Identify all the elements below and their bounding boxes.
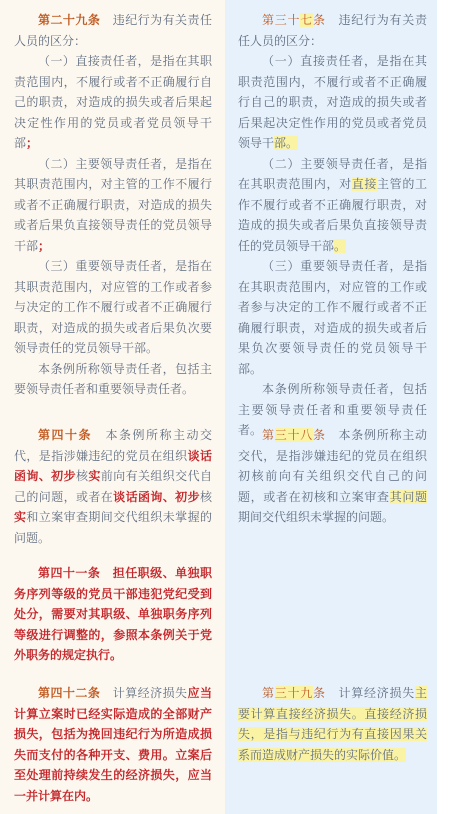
article-37-p2a: （二）主要领导责任者，是指在其职责范围内，对 xyxy=(238,156,427,191)
article-38-title-post: 条 xyxy=(312,428,326,442)
article-40-title: 第四十条 xyxy=(38,428,92,442)
article-42-title: 第四十二条 xyxy=(38,686,101,700)
article-38-highlight: 其问题 xyxy=(389,489,427,504)
article-42-block xyxy=(14,683,212,806)
article-41-block xyxy=(14,563,212,666)
article-40-red-1: 谈话函询、初 xyxy=(14,448,212,483)
article-40-red-2b: 步 xyxy=(187,489,200,504)
article-39-title-post: 条 xyxy=(312,686,326,700)
article-29-p4: 本条例所称领导责任者，包括主要领导责任者和重要领导责任者。 xyxy=(14,361,212,396)
article-40-text-1: 本条例所称主动交代，是指涉嫌违纪的党员在组织 xyxy=(14,428,212,463)
article-37-p1: （一）直接责任者，是指在其职责范围内，不履行或者不正确履行自己的职责，对造成的损失或者后果起决定性作用的党员或者党员领导干 xyxy=(238,54,427,150)
article-37-p2-highlight: 直接 xyxy=(351,177,378,191)
article-29-intro: 违纪行为有关责任人员的区分： xyxy=(14,13,212,48)
article-40-red-1d: 实 xyxy=(88,469,101,483)
article-37-intro: 违纪行为有关责任人员的区分： xyxy=(238,13,427,48)
article-29-title-post: 条 xyxy=(87,13,101,27)
left-column-new-version xyxy=(0,0,225,814)
article-37-p1-end: 。 xyxy=(286,136,299,150)
article-29-title-hl: 九 xyxy=(75,13,88,27)
article-39-text-1: 计算经济损失 xyxy=(338,686,415,700)
article-29-block xyxy=(14,10,212,400)
article-38-text-1: 本条例所称主动交代，是指涉嫌违纪的党员在组织初核前向有关组织交代自己的问题，或者在初核和立案审查 xyxy=(238,428,427,504)
article-29-p2-end: ； xyxy=(38,238,51,253)
article-42-text-1: 计算经济损失 xyxy=(112,686,188,700)
article-38-text-2: 期间交代组织未掌握的问题。 xyxy=(238,510,395,524)
article-40-text-2c: 核 xyxy=(199,489,212,504)
article-40-red-1b: 步 xyxy=(63,469,76,483)
article-38-title-hl: 三十八 xyxy=(274,428,313,442)
article-29-p2: （二）主要领导责任者，是指在其职责范围内，对主管的工作不履行或者不正确履行职责，对造成的损失或者后果负直接领导责任的党员领导干部 xyxy=(14,156,212,253)
article-40-red-2d: 实 xyxy=(14,510,27,524)
article-37-p2b: 主管的工作不履行或者不正确履行职责，对造成的损失或者后果负直接领导责任的党员领导干部 xyxy=(238,177,427,253)
article-29-p1-end: ； xyxy=(26,136,39,150)
article-37-p2-end: 。 xyxy=(334,238,347,253)
article-39-title-pre: 第 xyxy=(262,686,275,700)
article-40-red-2: 谈话函询、初 xyxy=(113,489,188,504)
article-38-title-pre: 第 xyxy=(262,428,275,442)
right-margin xyxy=(437,0,455,814)
article-37-title-post: 条 xyxy=(312,13,326,27)
article-40-text-1c: 核 xyxy=(76,469,89,483)
article-40-block xyxy=(14,425,212,548)
article-40-text-2: 前向有关组织交代自己的问题，或者在 xyxy=(14,469,212,504)
article-40-text-3: 和立案审查期间交代组织未掌握的问题。 xyxy=(14,510,212,545)
article-37-block xyxy=(238,10,427,441)
article-39-highlight: 主要计算直接经济损失。直接经济损失，是指与违纪行为有直接因果关系而造成财产损失的实际价值。 xyxy=(238,686,427,762)
right-column-old-version xyxy=(225,0,437,814)
article-29-title-pre: 第二十 xyxy=(38,13,76,27)
article-39-title-hl: 三十九 xyxy=(274,686,313,700)
article-29-p1: （一）直接责任者，是指在其职责范围内，不履行或者不正确履行自己的职责，对造成的损失或者后果起决定性作用的党员或者党员领导干部 xyxy=(14,54,212,150)
article-37-p4: 本条例所称领导责任者，包括主要领导责任者和重要领导责任者。 xyxy=(238,382,427,437)
article-29-p3: （三）重要领导责任者，是指在其职责范围内，对应管的工作或者参与决定的工作不履行或者不正确履行职责，对造成的损失或者后果负次要领导责任的党员领导干部。 xyxy=(14,259,212,355)
article-37-p3: （三）重要领导责任者，是指在其职责范围内，对应管的工作或者参与决定的工作不履行或者不正确履行职责，对造成的损失或者后果负次要领导责任的党员领导干部。 xyxy=(238,259,427,376)
article-37-title-hl: 七 xyxy=(300,13,313,27)
article-38-block xyxy=(238,425,427,528)
article-41-text: 第四十一条 担任职级、单独职务序列等级的党员干部违犯党纪受到处分，需要对其职级、单独职务序列等级进行调整的，参照本条例关于党外职务的规定执行。 xyxy=(14,566,212,662)
article-39-block xyxy=(238,683,427,765)
article-37-p1-tail: 部 xyxy=(274,136,287,150)
article-42-red-1: 应当计算立案时已经实际造成的全部财产损失，包括为挽回违纪行为所造成损失而支付的各种开支、费用。立案后至处理前持续发生的经济损失，应当一并计算在内。 xyxy=(14,686,212,803)
article-37-title-pre: 第三十 xyxy=(262,13,301,27)
